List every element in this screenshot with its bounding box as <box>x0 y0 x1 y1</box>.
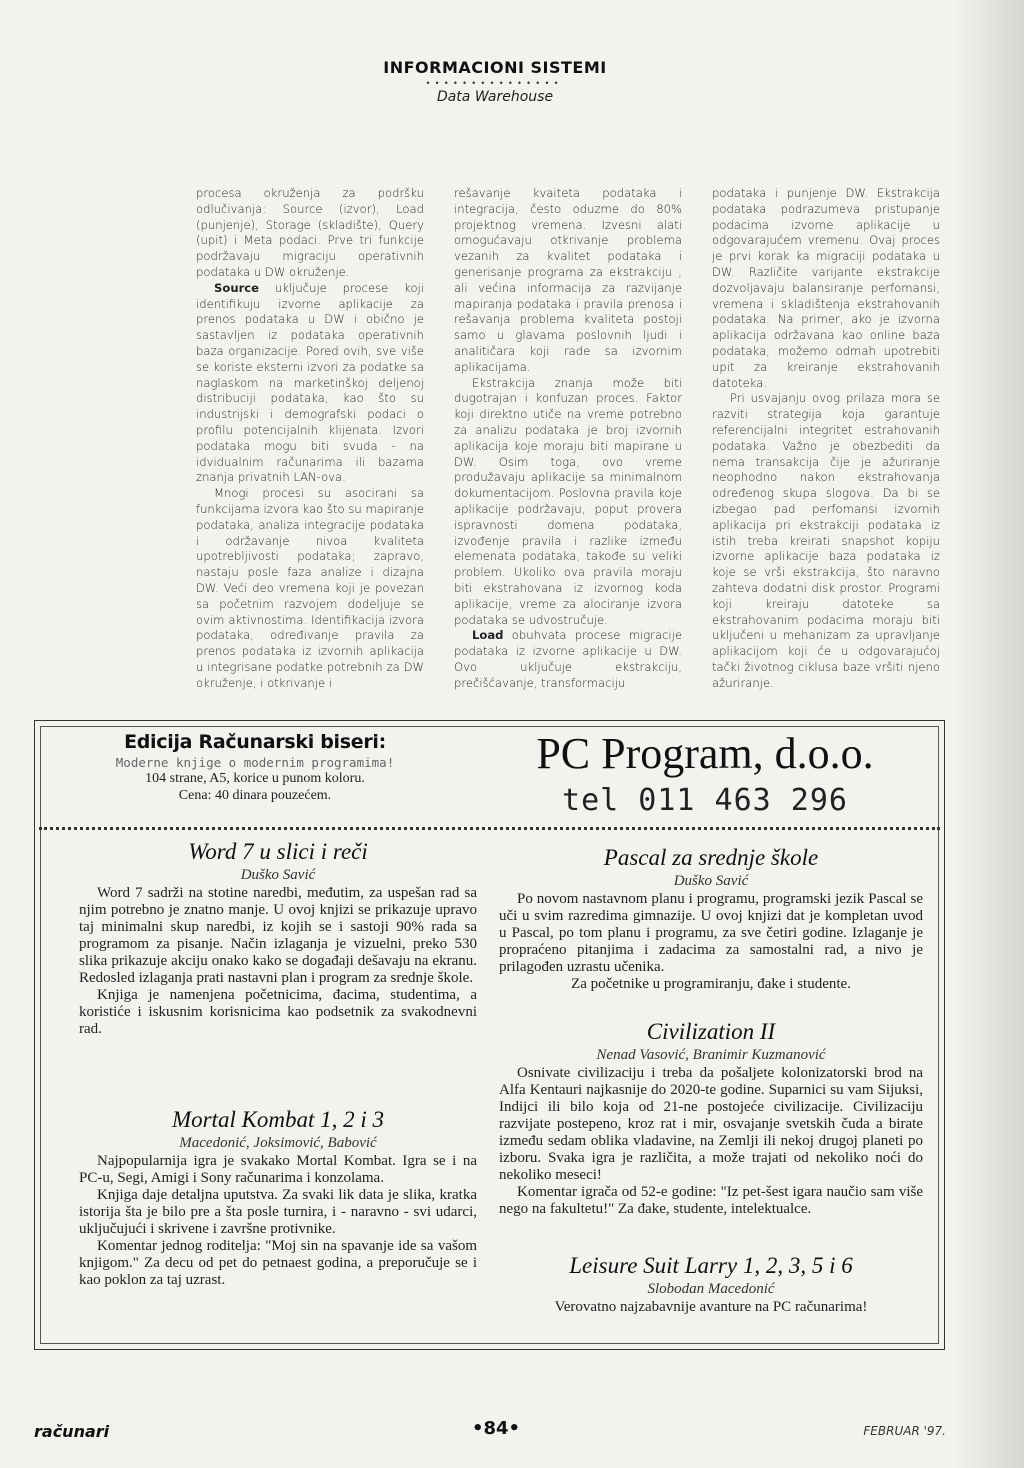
publisher-name: PC Program, d.o.o. <box>536 729 874 778</box>
article-body <box>196 186 942 692</box>
publisher-info <box>485 729 925 818</box>
paragraph: podataka i punjenje DW. Ekstrakcija podataka podrazumeva pristupanje podacima izvorne aplikacije u odgovarajućem vremenu. Ovaj proces je prvi korak ka migraciji podataka u DW. Različite varijante ekstrakcije dozvoljavaju balansiranje perfomansi, vremena i skladištenja ekstrahovanih podataka. Na primer, ako je izvorna aplikacija održavana kao online baza podataka, možemo odmah upotrebiti upit za kreiranje ekstrahovanih datoteka. <box>712 186 940 390</box>
book-author: Duško Savić <box>673 873 749 889</box>
book-mortal-kombat <box>79 1107 477 1289</box>
paragraph <box>196 281 424 486</box>
book-description: Najpopularnija igra je svakako Mortal Kombat. Igra se i na PC-u, Segi, Amigi i Sony računarima i konzolama. <box>79 1153 477 1186</box>
paragraph <box>454 628 682 691</box>
book-title: Civilization II <box>646 1019 776 1044</box>
book-leisure-suit-larry <box>499 1253 923 1316</box>
book-pascal <box>499 845 923 993</box>
paragraph: Mnogi procesi su asocirani sa funkcijama izvora kao što su mapiranje podataka, analiza integracije podataka i održavanje nivoa kvaliteta upotrebljivosti podataka; zapravo, nastaju posle faza analize i dizajna DW. Veći deo vremena koji je povezan sa početnim razvojem dodeljuje se ovim aktivnostima. Identifikacija izvora podataka, određivanje pravila za prenos podataka iz izvornih aplikacija u integrisane podatke potrebnih za DW okruženje, i otkrivanje i <box>196 486 424 690</box>
section-subtitle: Data Warehouse <box>436 89 554 105</box>
series-info <box>75 731 435 804</box>
book-description: Za početnike u programiranju, đake i studente. <box>571 976 851 992</box>
term-source: Source <box>214 280 260 295</box>
magazine-name: računari <box>34 1422 110 1441</box>
book-author: Nenad Vasović, Branimir Kuzmanović <box>596 1047 826 1063</box>
page-number: •84• <box>471 1418 521 1439</box>
publisher-phone: tel 011 463 296 <box>562 783 848 818</box>
paragraph-text: obuhvata procese migracije podataka iz izvorne aplikacije u DW. Ovo uključuje ekstrakciju, prečišćavanje, transformaciju <box>454 628 683 690</box>
article-column-2 <box>454 186 682 692</box>
paragraph: procesa okruženja za podršku odlučivanja: Source (izvor), Load (punjenje), Storage (skladište), Query (upit) i Meta podaci. Prve tri funkcije podržavaju migraciju operativnih podataka u DW okruženje. <box>196 186 424 279</box>
series-price: Cena: 40 dinara pouzećem. <box>178 788 332 803</box>
page-header <box>0 58 990 105</box>
paragraph-text: uključuje procese koji identifikuju izvorne aplikacije za prenos podataka u DW i obično je sastavljen iz podataka operativnih baza organizacije. Pored ovih, sve više se koriste eksterni izvori za podatke sa naglaskom na marketinškoj deljenoj distribuciji podataka, kao što su industrijski i demografski podaci o profilu potencijalnih klijenata. Izvori podataka mogu biti svuda - na idvidualnim računarima ili bazama znanja privatnih LAN-ova. <box>196 280 425 485</box>
term-load: Load <box>472 628 504 643</box>
book-title: Pascal za srednje škole <box>603 845 819 870</box>
book-title: Mortal Kombat 1, 2 i 3 <box>171 1107 385 1132</box>
book-description: Osnivate civilizaciju i treba da pošaljete kolonizatorski brod na Alfa Kentauri najkasnije do 2020-te godine. Suparnici su vam Sijuksi, Indijci ili bilo koja od 21-ne postojeće civilizacije. Civilizaciju razvijate postepeno, kroz rat i mir, osvajanje svetskih čuda a birate između sedam oblika vladavine, na Zemlji ili nekoj drugoj planeti po izboru. Svaka igra je različita, a može trajati od nekoliko noći do nekoliko meseci! <box>499 1065 923 1183</box>
paragraph: rešavanje kvaiteta podataka i integracija, često oduzme do 80% projektnog vremena. Izvesni alati omogućavaju otkrivanje problema vezanih za kvalitet podataka i generisanje programa za ekstrakciju , ali većina informacija za razvijanje mapiranja podataka i pravila prenosa i rešavanja problema kvaliteta postoji samo u glavama poslovnih ljudi i analitičara koji rade sa izvornim aplikacijama. <box>454 186 682 374</box>
issue-date: FEBRUAR '97. <box>863 1424 946 1438</box>
paragraph: Ekstrakcija znanja može biti dugotrajan i konfuzan proces. Faktor koji direktno utiče na vreme potrebno za analizu podataka je broj izvornih aplikacija koje moraju biti mapirane u DW. Osim toga, ovo vreme produžavaju aplikacije sa minimalnom dokumentacijom. Poslovna pravila koje aplikacije podržavaju, poput provera ispravnosti domena podataka, izvođenje pravila i razlike između elemenata podataka, takođe su veliki problem. Ukoliko ova pravila moraju biti ekstrahovana iz izvornog koda aplikacije, vreme za alociranje izvora podataka se udvostručuje. <box>454 375 682 627</box>
header-dot-divider: ••••••••••••••• <box>426 78 564 88</box>
section-title: INFORMACIONI SISTEMI <box>383 58 607 77</box>
dotted-divider <box>39 827 940 830</box>
book-author: Slobodan Macedonić <box>647 1281 775 1297</box>
series-title: Edicija Računarski biseri: <box>124 731 386 753</box>
article-column-1 <box>196 186 424 692</box>
book-word7 <box>79 839 477 1038</box>
book-description: Knjiga je namenjena početnicima, đacima, studentima, a koristiće i iskusnim korisnicima kao podsetnik za svakodnevni rad. <box>79 987 477 1037</box>
book-author: Macedonić, Joksimović, Babović <box>179 1135 377 1151</box>
article-column-3 <box>712 186 940 692</box>
series-format: 104 strane, A5, korice u punom koloru. <box>145 771 365 786</box>
book-description: Komentar igrača od 52-e godine: "Iz pet-šest igara naučio sam više nego na fakultetu!" Za đake, studente, intelektualce. <box>499 1184 923 1217</box>
series-subtitle: Moderne knjige o modernim programima! <box>115 755 395 770</box>
book-title: Word 7 u slici i reči <box>188 839 368 864</box>
book-description: Po novom nastavnom planu i programu, programski jezik Pascal se uči u svim razredima gimnazije. U ovoj knjizi dat je kompletan uvod u Pascal, po tom planu i programu, za sve četiri godine. Izlaganje je propraćeno pitanjima i zadacima za samostalni rad, a nivo je prilagođen uzrastu učenika. <box>499 891 923 975</box>
book-description: Verovatno najzabavnije avanture na PC računarima! <box>554 1299 868 1315</box>
book-advertisement <box>34 720 945 1350</box>
book-title: Leisure Suit Larry 1, 2, 3, 5 i 6 <box>569 1253 853 1278</box>
book-author: Duško Savić <box>240 867 316 883</box>
book-description: Knjiga daje detaljna uputstva. Za svaki lik data je slika, kratka istorija šta je bilo pre a šta posle turnira, i - naravno - svi udarci, uključujući i skrivene i završne protivnike. <box>79 1187 477 1237</box>
page-edge-shadow <box>954 0 1024 1468</box>
book-description: Word 7 sadrži na stotine naredbi, međutim, za uspešan rad sa njim potrebno je znatno manje. U ovoj knjizi se prikazuje upravo taj minimalni skup naredbi, iz kojih se i sastoji 90% rada sa programom za pisanje. Način izlaganja je vizuelni, preko 530 slika prikazuje akciju onako kako se događaji dešavaju na ekranu. Redosled izlaganja prati nastavni plan i program za srednje škole. <box>79 885 477 986</box>
book-description: Komentar jednog roditelja: "Moj sin na spavanje ide sa vašom knjigom." Za decu od pet do petnaest godina, a preporučuje se i kao poklon za taj uzrast. <box>79 1238 477 1288</box>
paragraph: Pri usvajanju ovog prilaza mora se razviti strategija koja garantuje referencijalni integritet estrahovanih podataka. Važno je obezbediti da nema transakcija čije je ažuriranje neophodno nakon ekstrahovanja određenog skupa slogova. Da bi se izbegao pad perfomansi izvornih aplikacija pri ekstrakciji podataka iz istih treba kreirati snapshot kopiju izvorne aplikacije baza podataka iz koje se vrši ekstrakcija, što naravno zahteva dodatni disk prostor. Programi koji kreiraju datoteke sa ekstrahovanim podacima moraju biti uključeni u mehanizam za upravljanje aplikacijom koji će u odgovarajućoj tački životnog ciklusa baze vršiti njeno ažuriranje. <box>712 391 940 690</box>
book-civilization <box>499 1019 923 1218</box>
